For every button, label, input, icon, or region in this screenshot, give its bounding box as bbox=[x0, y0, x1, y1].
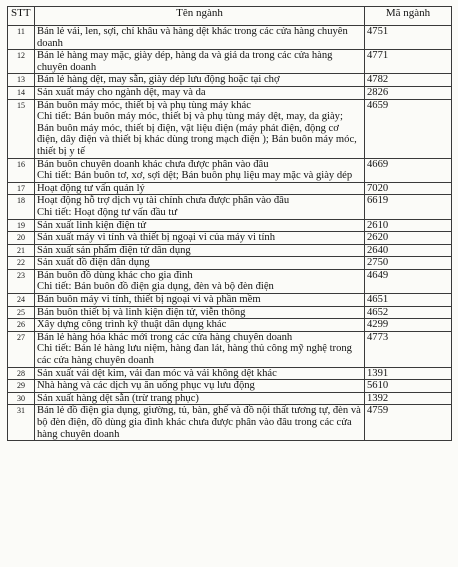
header-code: Mã ngành bbox=[365, 7, 452, 26]
table-row bbox=[8, 50, 452, 74]
table-row bbox=[8, 158, 452, 182]
business-line-name: Bán lẻ vải, len, sợi, chỉ khâu và hàng dệt khác trong các cửa hàng chuyên doanh bbox=[37, 26, 348, 49]
business-line-cell bbox=[35, 182, 365, 195]
table-row bbox=[8, 74, 452, 87]
header-stt: STT bbox=[8, 7, 35, 26]
table-header-row bbox=[8, 7, 452, 26]
table-row bbox=[8, 392, 452, 405]
business-line-cell bbox=[35, 50, 365, 74]
business-line-name: Bán lẻ hàng hóa khác mới trong các cửa hàng chuyên doanh bbox=[37, 331, 293, 343]
industry-code: 2610 bbox=[365, 219, 452, 232]
business-line-cell bbox=[35, 294, 365, 307]
row-number: 21 bbox=[8, 244, 35, 257]
business-line-cell bbox=[35, 257, 365, 270]
business-line-cell bbox=[35, 405, 365, 441]
industry-code: 4773 bbox=[365, 331, 452, 367]
row-number: 25 bbox=[8, 306, 35, 319]
industry-code: 6619 bbox=[365, 195, 452, 219]
industry-code: 4669 bbox=[365, 158, 452, 182]
business-line-name: Bán buôn máy vi tính, thiết bị ngoại vi và phần mềm bbox=[37, 294, 261, 306]
business-line-name: Hoạt động tư vấn quản lý bbox=[37, 182, 145, 194]
industry-code: 2750 bbox=[365, 257, 452, 270]
business-line-cell bbox=[35, 232, 365, 245]
table-row bbox=[8, 380, 452, 393]
business-line-cell bbox=[35, 195, 365, 219]
business-line-name: Sản xuất linh kiện điện tử bbox=[37, 219, 147, 231]
row-number: 18 bbox=[8, 195, 35, 219]
industry-code: 4652 bbox=[365, 306, 452, 319]
row-number: 23 bbox=[8, 269, 35, 293]
industry-code: 4651 bbox=[365, 294, 452, 307]
business-line-cell bbox=[35, 26, 365, 50]
row-number: 15 bbox=[8, 99, 35, 158]
table-row bbox=[8, 195, 452, 219]
business-line-detail: Chi tiết: Bán buôn đồ điện gia dụng, đèn và bộ đèn điện bbox=[37, 281, 274, 293]
business-line-cell bbox=[35, 306, 365, 319]
row-number: 26 bbox=[8, 319, 35, 332]
business-line-cell bbox=[35, 99, 365, 158]
business-line-detail: Chi tiết: Hoạt động tư vấn đầu tư bbox=[37, 206, 178, 218]
business-line-name: Sản xuất sản phẩm điện tử dân dụng bbox=[37, 244, 191, 256]
business-line-name: Nhà hàng và các dịch vụ ăn uống phục vụ lưu động bbox=[37, 380, 255, 392]
industry-code: 4782 bbox=[365, 74, 452, 87]
industry-code: 2826 bbox=[365, 86, 452, 99]
row-number: 19 bbox=[8, 219, 35, 232]
business-line-name: Sản xuất vải dệt kim, vải đan móc và vải không dệt khác bbox=[37, 367, 277, 379]
table-row bbox=[8, 294, 452, 307]
business-line-cell bbox=[35, 319, 365, 332]
business-line-cell bbox=[35, 380, 365, 393]
business-line-cell bbox=[35, 219, 365, 232]
industry-code: 2620 bbox=[365, 232, 452, 245]
business-line-name: Xây dựng công trình kỹ thuật dân dụng khác bbox=[37, 319, 227, 331]
business-line-name: Bán buôn chuyên doanh khác chưa được phân vào đâu bbox=[37, 158, 269, 170]
business-line-name: Bán lẻ hàng may mặc, giày dép, hàng da và giả da trong các cửa hàng chuyên doanh bbox=[37, 50, 333, 73]
industry-code: 4659 bbox=[365, 99, 452, 158]
table-row bbox=[8, 26, 452, 50]
row-number: 24 bbox=[8, 294, 35, 307]
business-line-name: Hoạt động hỗ trợ dịch vụ tài chính chưa được phân vào đâu bbox=[37, 195, 290, 207]
table-row bbox=[8, 86, 452, 99]
business-line-cell bbox=[35, 269, 365, 293]
row-number: 11 bbox=[8, 26, 35, 50]
business-line-name: Sản xuất máy vi tính và thiết bị ngoại vi của máy vi tính bbox=[37, 232, 276, 244]
table-row bbox=[8, 244, 452, 257]
industry-code: 4649 bbox=[365, 269, 452, 293]
industry-code: 4751 bbox=[365, 26, 452, 50]
business-line-name: Bán buôn đồ dùng khác cho gia đình bbox=[37, 269, 193, 281]
business-line-name: Bán lẻ đồ điện gia dụng, giường, tủ, bàn, ghế và đồ nội thất tương tự, đèn và bộ đèn điện, đồ dùng gia đình khác chưa được phân vào đâu trong các cửa hàng chuyên doanh bbox=[37, 405, 361, 440]
industry-code: 4771 bbox=[365, 50, 452, 74]
business-lines-table bbox=[7, 6, 452, 441]
industry-code: 7020 bbox=[365, 182, 452, 195]
industry-code: 4759 bbox=[365, 405, 452, 441]
industry-code: 1392 bbox=[365, 392, 452, 405]
industry-code: 5610 bbox=[365, 380, 452, 393]
table-row bbox=[8, 182, 452, 195]
row-number: 22 bbox=[8, 257, 35, 270]
business-line-name: Bán lẻ hàng dệt, may sẵn, giày dép lưu động hoặc tại chợ bbox=[37, 74, 280, 86]
table-row bbox=[8, 331, 452, 367]
business-line-detail: Chi tiết: Bán lẻ hàng lưu niệm, hàng đan lát, hàng thủ công mỹ nghệ trong các cửa hàng chuyên doanh bbox=[37, 343, 352, 367]
business-line-name: Bán buôn máy móc, thiết bị và phụ tùng máy khác bbox=[37, 99, 251, 111]
table-row bbox=[8, 219, 452, 232]
business-line-cell bbox=[35, 367, 365, 380]
row-number: 17 bbox=[8, 182, 35, 195]
row-number: 31 bbox=[8, 405, 35, 441]
row-number: 13 bbox=[8, 74, 35, 87]
business-line-name: Sản xuất hàng dệt sẵn (trừ trang phục) bbox=[37, 392, 199, 404]
business-line-name: Sản xuất máy cho ngành dệt, may và da bbox=[37, 86, 206, 98]
industry-code: 1391 bbox=[365, 367, 452, 380]
row-number: 20 bbox=[8, 232, 35, 245]
business-line-cell bbox=[35, 331, 365, 367]
table-row bbox=[8, 232, 452, 245]
header-name: Tên ngành bbox=[35, 7, 365, 26]
row-number: 12 bbox=[8, 50, 35, 74]
table-body bbox=[8, 26, 452, 441]
business-line-name: Sản xuất đồ điện dân dụng bbox=[37, 257, 150, 269]
business-line-name: Bán buôn thiết bị và linh kiện điện tử, viễn thông bbox=[37, 306, 246, 318]
business-line-cell bbox=[35, 86, 365, 99]
row-number: 16 bbox=[8, 158, 35, 182]
industry-code: 2640 bbox=[365, 244, 452, 257]
table-row bbox=[8, 367, 452, 380]
business-line-detail: Chi tiết: Bán buôn máy móc, thiết bị và phụ tùng máy dệt, may, da giày; Bán buôn máy móc, thiết bị điện, vật liệu điện (máy phát điện, động cơ điện, dây điện và thiết bị khác dùng trong mạch điện ); Bán buôn máy móc, thiết bị y tế bbox=[37, 111, 357, 157]
industry-code: 4299 bbox=[365, 319, 452, 332]
table-row bbox=[8, 405, 452, 441]
row-number: 28 bbox=[8, 367, 35, 380]
table-row bbox=[8, 319, 452, 332]
business-line-cell bbox=[35, 74, 365, 87]
row-number: 14 bbox=[8, 86, 35, 99]
table-row bbox=[8, 99, 452, 158]
business-line-cell bbox=[35, 244, 365, 257]
row-number: 27 bbox=[8, 331, 35, 367]
table-row bbox=[8, 269, 452, 293]
row-number: 30 bbox=[8, 392, 35, 405]
table-row bbox=[8, 257, 452, 270]
business-line-cell bbox=[35, 392, 365, 405]
row-number: 29 bbox=[8, 380, 35, 393]
business-line-cell bbox=[35, 158, 365, 182]
business-line-detail: Chi tiết: Bán buôn tơ, xơ, sợi dệt; Bán buôn phụ liệu may mặc và giày dép bbox=[37, 170, 353, 182]
table-row bbox=[8, 306, 452, 319]
